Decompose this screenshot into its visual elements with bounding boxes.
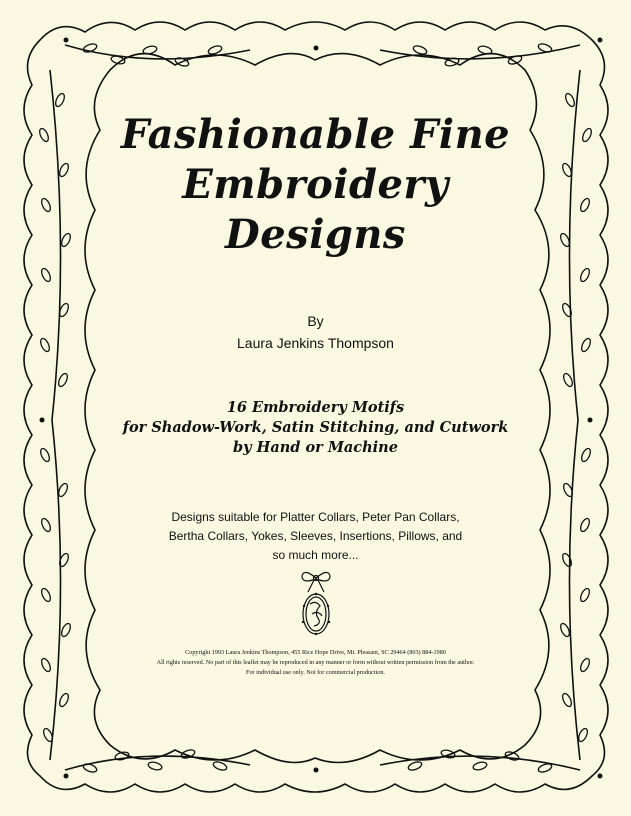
suitable-line-1: Designs suitable for Platter Collars, Peter Pan Collars, xyxy=(171,510,460,524)
motifs-line-3: by Hand or Machine xyxy=(233,439,398,456)
title-line-3: Designs xyxy=(225,211,406,258)
copyright-line-3: For individual use only. Not for commercial production. xyxy=(246,669,385,676)
bow-medallion-logo-icon xyxy=(296,566,336,642)
motifs-line-2: for Shadow-Work, Satin Stitching, and Cutwork xyxy=(122,419,509,436)
copyright-line-1: Copyright 1993 Laura Jenkins Thompson, 455 Rice Hope Drive, Mt. Pleasant, SC 29464 (803) 884-1980 xyxy=(185,649,446,656)
copyright-line-2: All rights reserved. No part of this leaflet may be reproduced in any manner or form without written permission from the author. xyxy=(156,659,475,666)
copyright-notice xyxy=(0,648,631,678)
title-line-2: Embroidery xyxy=(182,161,449,208)
suitable-line-2: Bertha Collars, Yokes, Sleeves, Insertions, Pillows, and xyxy=(168,529,463,543)
document-title xyxy=(0,110,631,260)
suitable-line-3: so much more... xyxy=(272,548,359,562)
byline: By xyxy=(307,313,324,329)
motifs-description xyxy=(0,398,631,458)
title-line-1: Fashionable Fine xyxy=(120,111,511,158)
motifs-line-1: 16 Embroidery Motifs xyxy=(226,399,405,416)
suitable-designs-text xyxy=(0,508,631,565)
author-name: Laura Jenkins Thompson xyxy=(237,335,394,351)
